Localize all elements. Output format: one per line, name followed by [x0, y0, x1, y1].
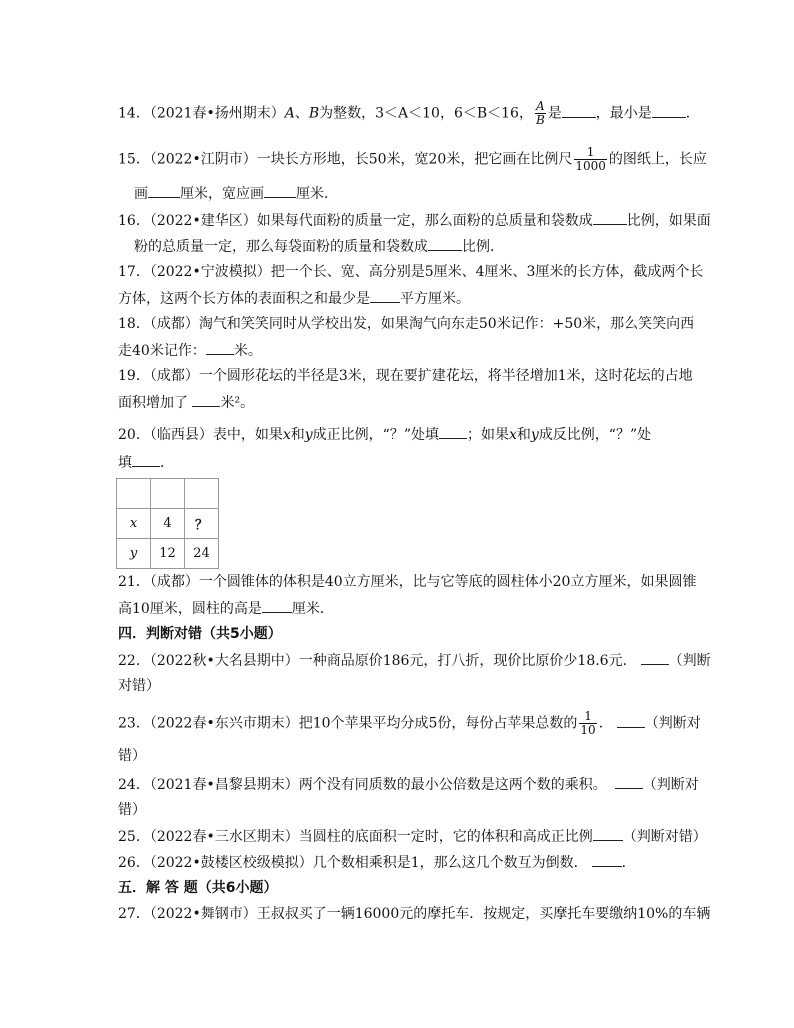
question-20 [118, 424, 651, 445]
question-15-line2 [134, 183, 338, 204]
q20-and: 和 [290, 427, 305, 443]
question-24-line2 [118, 800, 146, 820]
q15-frac-num: 1 [586, 145, 595, 159]
q14-frac-num: A [536, 99, 545, 113]
q26-l1a: 26．（2022•鼓楼区校级模拟）几个数相乘积是1，那么这几个数互为倒数． [118, 855, 588, 871]
q17-l1: 17．（2022•宁波模拟）把一个长、宽、高分别是5厘米、4厘米、3厘米的长方体，截成两个长 [118, 264, 704, 280]
q14-var-a: A [284, 105, 295, 122]
q20-var-y2: y [530, 427, 539, 443]
answer-blank[interactable] [132, 452, 160, 467]
q21-l2a: 高10厘米，圆柱的高是 [118, 601, 262, 617]
q23-frac-den: 10 [580, 723, 596, 737]
section-4-heading: 四．判断对错（共5小题） [118, 626, 282, 642]
question-21-line2 [118, 598, 334, 619]
question-16-line2 [134, 236, 504, 257]
question-24 [118, 774, 699, 795]
q15-fraction [574, 146, 607, 173]
q24-l2: 错） [118, 802, 146, 818]
q15-text: 15．（2022•江阴市）一块长方形地，长50米，宽20米，把它画在比例尺 [118, 151, 573, 168]
question-20-line2 [118, 452, 174, 473]
q21-l2b: 厘米． [291, 601, 334, 617]
answer-blank[interactable] [206, 340, 234, 355]
table-row [117, 539, 219, 569]
q14-frac-den: B [535, 113, 545, 127]
q24-l1a: 24．（2021春•昌黎县期末）两个没有同质数的最小公倍数是这两个数的乘积。 [118, 777, 607, 793]
table-cell [151, 479, 185, 509]
q20-var-x2: x [508, 427, 517, 443]
answer-blank[interactable] [148, 183, 180, 198]
answer-blank[interactable] [617, 713, 645, 728]
q21-l1: 21．（成都）一个圆锥体的体积是40立方厘米，比与它等底的圆柱体小20立方厘米，如果圆锥 [118, 574, 697, 590]
table-row [117, 509, 219, 539]
q14-text: 为整数，3＜A＜10，6＜B＜16， [319, 105, 533, 122]
q14-text3: ，最小是 [595, 105, 652, 122]
q14-sep: 、 [294, 105, 309, 122]
q23-l2: 错） [118, 748, 146, 764]
q22-l1b: （判断 [668, 653, 711, 669]
answer-blank[interactable] [615, 774, 643, 789]
question-26 [118, 852, 636, 873]
q14-source: 14．（2021春•扬州期末） [118, 105, 285, 122]
answer-blank[interactable] [641, 650, 669, 665]
question-17-line2 [118, 288, 470, 309]
q19-l2a: 面积增加了 [118, 395, 193, 411]
q20-l1c: ；如果 [466, 427, 509, 443]
question-27 [118, 904, 710, 924]
q20-and2: 和 [516, 427, 531, 443]
q23-l1b: ． [598, 715, 613, 732]
q17-l2b: 平方厘米。 [400, 291, 470, 307]
q20-l1a: 20．（临西县）表中，如果 [118, 427, 283, 443]
q23-l1c: （判断对 [644, 715, 701, 732]
q14-var-b: B [308, 105, 320, 122]
answer-blank[interactable] [264, 183, 296, 198]
ratio-table [116, 478, 219, 569]
answer-blank[interactable] [562, 103, 596, 118]
answer-blank[interactable] [192, 392, 220, 407]
table-row [117, 479, 219, 509]
table-cell [117, 479, 151, 509]
section-5-heading: 五．解 答 题（共6小题） [118, 880, 278, 896]
answer-blank[interactable] [262, 598, 292, 613]
q23-frac-num: 1 [584, 709, 592, 723]
q22-l1a: 22．（2022秋•大名县期中）一种商品原价186元，打八折，现价比原价少18.6元． [118, 653, 637, 669]
question-23-line2 [118, 746, 146, 766]
answer-blank[interactable] [592, 852, 622, 867]
table-cell: 12 [151, 539, 185, 569]
q20-l2a: 填 [118, 455, 132, 471]
q19-l2b: 米²。 [220, 395, 255, 411]
q27-l1: 27．（2022•舞钢市）王叔叔买了一辆16000元的摩托车．按规定，买摩托车要缴纳10%的车辆 [118, 906, 711, 922]
q25-l1a: 25．（2022春•三水区期末）当圆柱的底面积一定时，它的体积和高成正比例 [118, 829, 593, 845]
answer-blank[interactable] [370, 288, 400, 303]
q25-l1b: （判断对错） [622, 829, 707, 845]
q18-l2a: 走40米记作： [118, 343, 206, 359]
question-14 [118, 100, 700, 127]
table-cell: x [117, 509, 151, 539]
q20-l1d: 成反比例，“？”处 [538, 427, 652, 443]
q20-var-x: x [282, 427, 291, 443]
answer-blank[interactable] [428, 236, 462, 251]
q20-l1b: 成正比例，“？”处填 [312, 427, 439, 443]
question-17 [118, 262, 703, 282]
question-18 [118, 314, 694, 334]
q16-l1a: 16．（2022•建华区）如果每代面粉的质量一定，那么面粉的总质量和袋数成 [118, 213, 593, 229]
q14-text2: 是 [547, 105, 562, 122]
question-19-line2 [118, 392, 254, 413]
q17-l2a: 方体，这两个长方体的表面积之和最少是 [118, 291, 370, 307]
q18-l1: 18．（成都）淘气和笑笑同时从学校出发，如果淘气向东走50米记作：+50米，那么笑笑向西 [118, 316, 695, 332]
table-cell: 4 [151, 509, 185, 539]
q20-var-y: y [304, 427, 313, 443]
table-cell [185, 479, 219, 509]
question-25 [118, 826, 707, 847]
answer-blank[interactable] [593, 210, 627, 225]
question-18-line2 [118, 340, 262, 361]
q16-l2a: 粉的总质量一定，那么每袋面粉的质量和袋数成 [134, 239, 428, 255]
q26-l1b: ． [621, 855, 636, 871]
q24-l1b: （判断对 [642, 777, 699, 793]
table-cell: y [117, 539, 151, 569]
q23-fraction [579, 710, 596, 737]
question-22-line2 [118, 676, 160, 696]
q15-text2: 的图纸上，长应 [608, 151, 707, 168]
q15-frac-den: 1000 [575, 159, 606, 173]
q19-l1: 19．（成都）一个圆形花坛的半径是3米，现在要扩建花坛，将半径增加1米，这时花坛的占地 [118, 368, 693, 384]
answer-blank[interactable] [652, 103, 686, 118]
answer-blank[interactable] [593, 826, 623, 841]
question-19 [118, 366, 693, 386]
q16-l1b: 比例，如果面 [626, 213, 711, 229]
q18-l2b: 米。 [233, 343, 262, 359]
q16-l2b: 比例． [462, 239, 504, 255]
question-22 [118, 650, 711, 671]
table-cell: ？ [185, 509, 219, 539]
q20-l2b: ． [160, 455, 174, 471]
q14-end: ． [685, 105, 700, 122]
question-16 [118, 210, 711, 231]
q15-l2a: 画 [134, 186, 148, 202]
q23-l1a: 23．（2022春•东兴市期末）把10个苹果平均分成5份，每份占苹果总数的 [118, 715, 578, 732]
table-cell: 24 [185, 539, 219, 569]
q15-l2b: 厘米，宽应画 [180, 186, 264, 202]
question-21 [118, 572, 696, 592]
question-15 [118, 146, 707, 173]
q15-l2c: 厘米． [296, 186, 338, 202]
q14-fraction [535, 100, 546, 127]
answer-blank[interactable] [439, 424, 467, 439]
q22-l2: 对错） [118, 678, 160, 694]
question-23 [118, 710, 701, 737]
